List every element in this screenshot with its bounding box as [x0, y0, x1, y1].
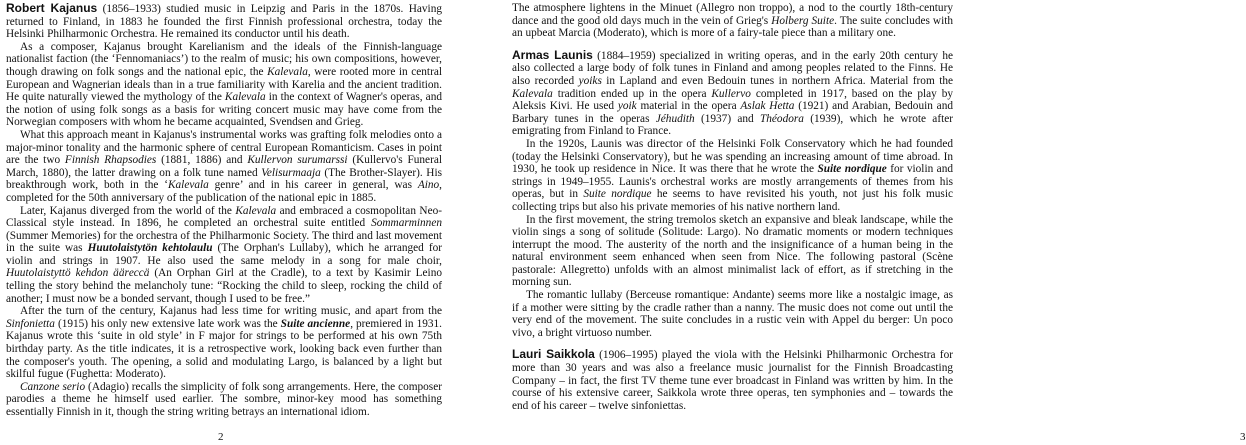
page-number-left: 2	[218, 431, 224, 443]
paragraph-saikkola-intro: Lauri Saikkola (1906–1995) played the viola with the Helsinki Philharmonic Orchestra for more than 30 years and was also a freelance music journalist for the Finnish Broadcasting Company – in fact, the first TV theme tune ever broadcast in Finland was written by him. In the course of his extensive career, Saikkola wrote three operas, ten symphonies and – towards the end of his career – twelve sinfoniettas.	[512, 347, 953, 412]
paragraph-launis-intro: Armas Launis (1884–1959) specialized in writing operas, and in the early 20th century he also collected a large body of folk tunes in Finland and among peoples related to the Finns. He also recorded yoiks in Lapland and even Bedouin tunes in northern Africa. Material from the Kalevala tradition ended up in the opera Kullervo completed in 1917, based on the play by Aleksis Kivi. He used yoik material in the opera Aslak Hetta (1921) and Arabian, Bedouin and Barbary tunes in the operas Jéhudith (1937) and Théodora (1939), which he wrote after emigrating from Finland to France.	[512, 47, 953, 138]
right-page	[510, 0, 1246, 445]
paragraph-launis-berceuse: The romantic lullaby (Berceuse romantique: Andante) seems more like a nostalgic image, as if a mother were sitting by the cradle rather than a nanny. The music does not come out until the very end of the movement. The suite concludes in a rustic vein with Appel du berger: Un poco vivo, a bright virtuoso number.	[512, 289, 953, 339]
composer-name-saikkola: Lauri Saikkola	[512, 347, 595, 362]
paragraph-kajanus-canzone: Canzone serio (Adagio) recalls the simplicity of folk song arrangements. Here, the composer parodies a theme he himself used earlier. The sombre, minor-key mood has something essentially Finnish in it, though the string writing betrays an international idiom.	[6, 380, 442, 418]
paragraph-kajanus-later: Later, Kajanus diverged from the world of the Kalevala and embraced a cosmopolitan Neo-Classical style instead. In 1896, he completed an orchestral suite entitled Sommarminnen (Summer Memories) for the orchestra of the Philharmonic Society. The third and last movement in the suite was Huutolaistytön kehtolaulu (The Orphan's Lullaby), which he arranged for violin and strings in 1907. He also used the same melody in a song for male choir, Huutolaistyttö kehdon äärессä (An Orphan Girl at the Cradle), to a text by Kasimir Leino telling the story behind the melancholy tune: “Rocking the child to sleep, rocking the child of another; I must now be a bonded servant, though I used to be free.”	[6, 204, 443, 305]
paragraph-launis-first-movement: In the first movement, the string tremolos sketch an expansive and bleak landscape, while the violin sings a song of solitude (Solitude: Largo). No dramatic moments or modern techniques interrupt the mood. The austerity of the north and the insignificance of a human being in the natural environment seem enhanced when seen from Nice. The following pastoral (Scène pastorale: Allegretto) unfolds with an almost minimalist lack of effort, as if stretching in the morning sun.	[512, 213, 953, 289]
paragraph-kajanus-suite: After the turn of the century, Kajanus had less time for writing music, and apart from the Sinfonietta (1915) his only new extensive late work was the Suite ancienne, premiered in 1931. Kajanus wrote this ‘suite in old style’ in F major for strings to be performed at his own 75th birthday party. As the title indicates, it is a retrospective work, looking back even further than the composer's youth. The opening, a solid and modulating Largo, is balanced by a light but skilful fugue (Fughetta: Moderato).	[6, 305, 442, 381]
paragraph-kajanus-karelianism: As a composer, Kajanus brought Karelianism and the ideals of the Finnish-language nationalist faction (the ‘Fennomaniacs’) to the realm of music; his own compositions, however, though drawing on folk songs and the national epic, the Kalevala, were rooted more in central European and Wagnerian ideals than in a true familiarity with Karelia and the ancient tradition. He quite naturally viewed the mythology of the Kalevala in the context of Wagner's operas, and the notion of using folk songs as a basis for writing concert music may have come from the Norwegian composers with whom he became acquainted, Svendsen and Grieg.	[6, 40, 442, 129]
page-number-right: 3	[1240, 431, 1246, 443]
paragraph-kajanus-instrumental: What this approach meant in Kajanus's instrumental works was grafting folk melodies onto a major-minor tonality and the harmonic sphere of central European Romanticism. Cases in point are the two Finnish Rhapsodies (1881, 1886) and Kullervon surumarssi (Kullervo's Funeral March, 1880), the latter drawing on a folk tune named Velisurmaaja (The Brother-Slayer). His breakthrough work, both in the ‘Kalevala genre’ and in his career in general, was Aino, completed for the 50th anniversary of the publication of the national epic in 1885.	[6, 128, 443, 204]
composer-name-kajanus: Robert Kajanus	[6, 1, 98, 15]
composer-name-launis: Armas Launis	[512, 47, 593, 62]
paragraph-kajanus-minuet: The atmosphere lightens in the Minuet (Allegro non troppo), a nod to the courtly 18th-century dance and the good old days much in the vein of Grieg's Holberg Suite. The suite concludes with an upbeat Marcia (Moderato), which is more of a fairy-tale piece than a military one.	[512, 2, 954, 40]
paragraph-launis-suite: In the 1920s, Launis was director of the Helsinki Folk Conservatory which he had founded (today the Helsinki Conservatory), but he was spending an increasing amount of time abroad. In 1930, he took up residence in Nice. It was there that he wrote the Suite nordique for violin and strings in 1949–1955. Launis's orchestral works are mostly arrangements of themes from his operas, but in Suite nordique he seems to have revisited his youth, not just his folk music collecting trips but also his private memories of his native northern land.	[512, 137, 953, 213]
paragraph-kajanus-intro: Robert Kajanus (1856–1933) studied music in Leipzig and Paris in the 1870s. Having returned to Finland, in 1883 he founded the first Finnish professional orchestra, today the Helsinki Philharmonic Orchestra. He remained its conductor until his death.	[6, 1, 442, 41]
left-page	[0, 0, 448, 445]
